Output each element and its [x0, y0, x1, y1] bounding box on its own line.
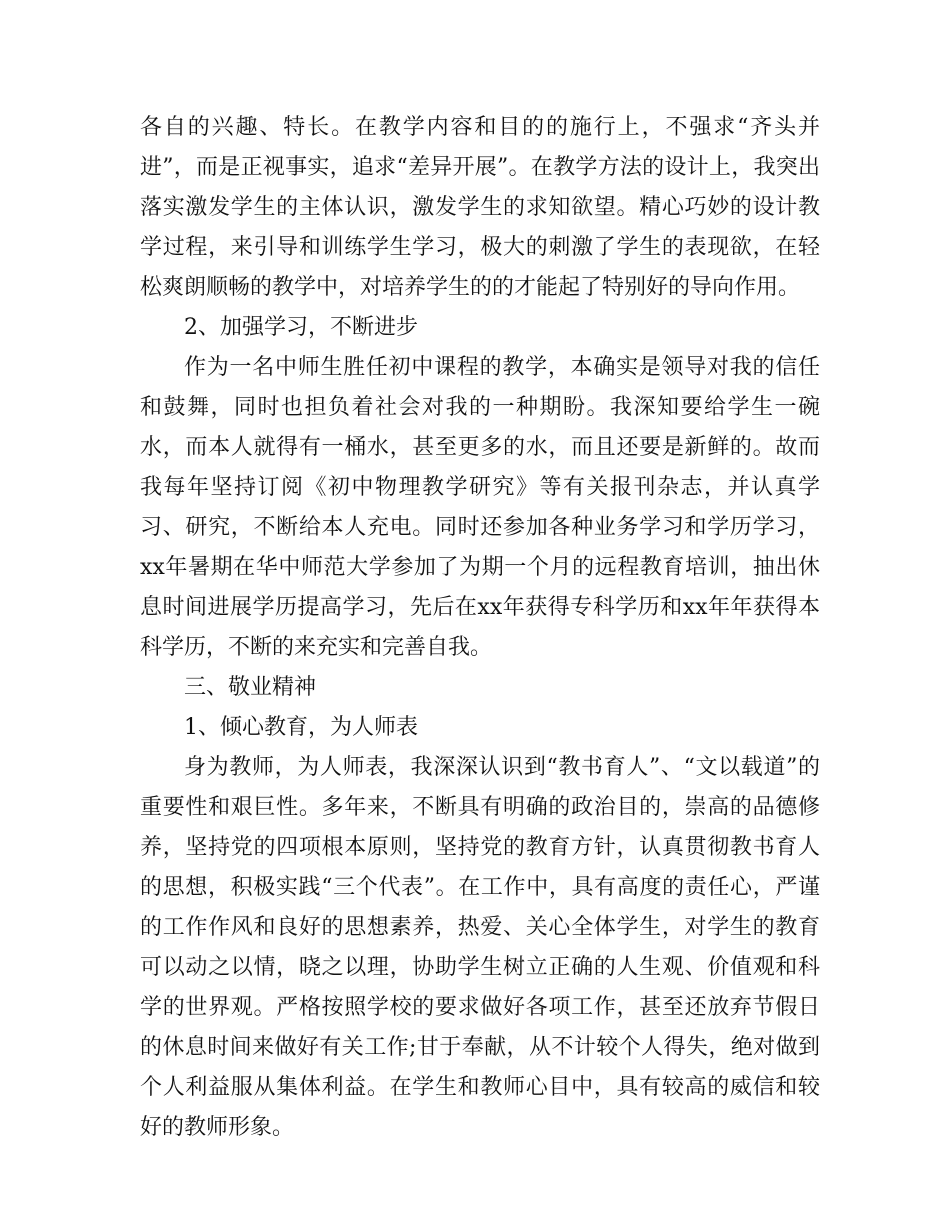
paragraph-continuation: 各自的兴趣、特长。在教学内容和目的的施行上，不强求“齐头并进”，而是正视事实，追求“差异开展”。在教学方法的设计上，我突出落实激发学生的主体认识，激发学生的求知欲望。精心巧妙的设计教学过程，来引导和训练学生学习，极大的刺激了学生的表现欲，在轻松爽朗顺畅的教学中，对培养学生的的才能起了特别好的导向作用。 — [140, 115, 820, 300]
document-body — [140, 108, 820, 1148]
subheading-devoted-education: 1、倾心教育，为人师表 — [184, 715, 418, 740]
paragraph-study: 作为一名中师生胜任初中课程的教学，本确实是领导对我的信任和鼓舞，同时也担负着社会对我的一种期盼。我深知要给学生一碗水，而本人就得有一桶水，甚至更多的水，而且还要是新鲜的。故而我每年坚持订阅《初中物理教学研究》等有关报刊杂志，并认真学习、研究，不断给本人充电。同时还参加各种业务学习和学历学习，xx年暑期在华中师范大学参加了为期一个月的远程教育培训，抽出休息时间进展学历提高学习，先后在xx年获得专科学历和xx年年获得本科学历，不断的来充实和完善自我。 — [140, 355, 820, 660]
heading-dedication: 三、敬业精神 — [184, 675, 317, 700]
subheading-strengthen-study: 2、加强学习，不断进步 — [184, 315, 418, 340]
paragraph-teacher-role: 身为教师，为人师表，我深深认识到“教书育人”、“文以载道”的重要性和艰巨性。多年来，不断具有明确的政治目的，崇高的品德修养，坚持党的四项根本原则，坚持党的教育方针，认真贯彻教书育人的思想，积极实践“三个代表”。在工作中，具有高度的责任心，严谨的工作作风和良好的思想素养，热爱、关心全体学生，对学生的教育可以动之以情，晓之以理，协助学生树立正确的人生观、价值观和科学的世界观。严格按照学校的要求做好各项工作，甚至还放弃节假日的休息时间来做好有关工作;甘于奉献，从不计较个人得失，绝对做到个人利益服从集体利益。在学生和教师心目中，具有较高的威信和较好的教师形象。 — [140, 755, 820, 1140]
